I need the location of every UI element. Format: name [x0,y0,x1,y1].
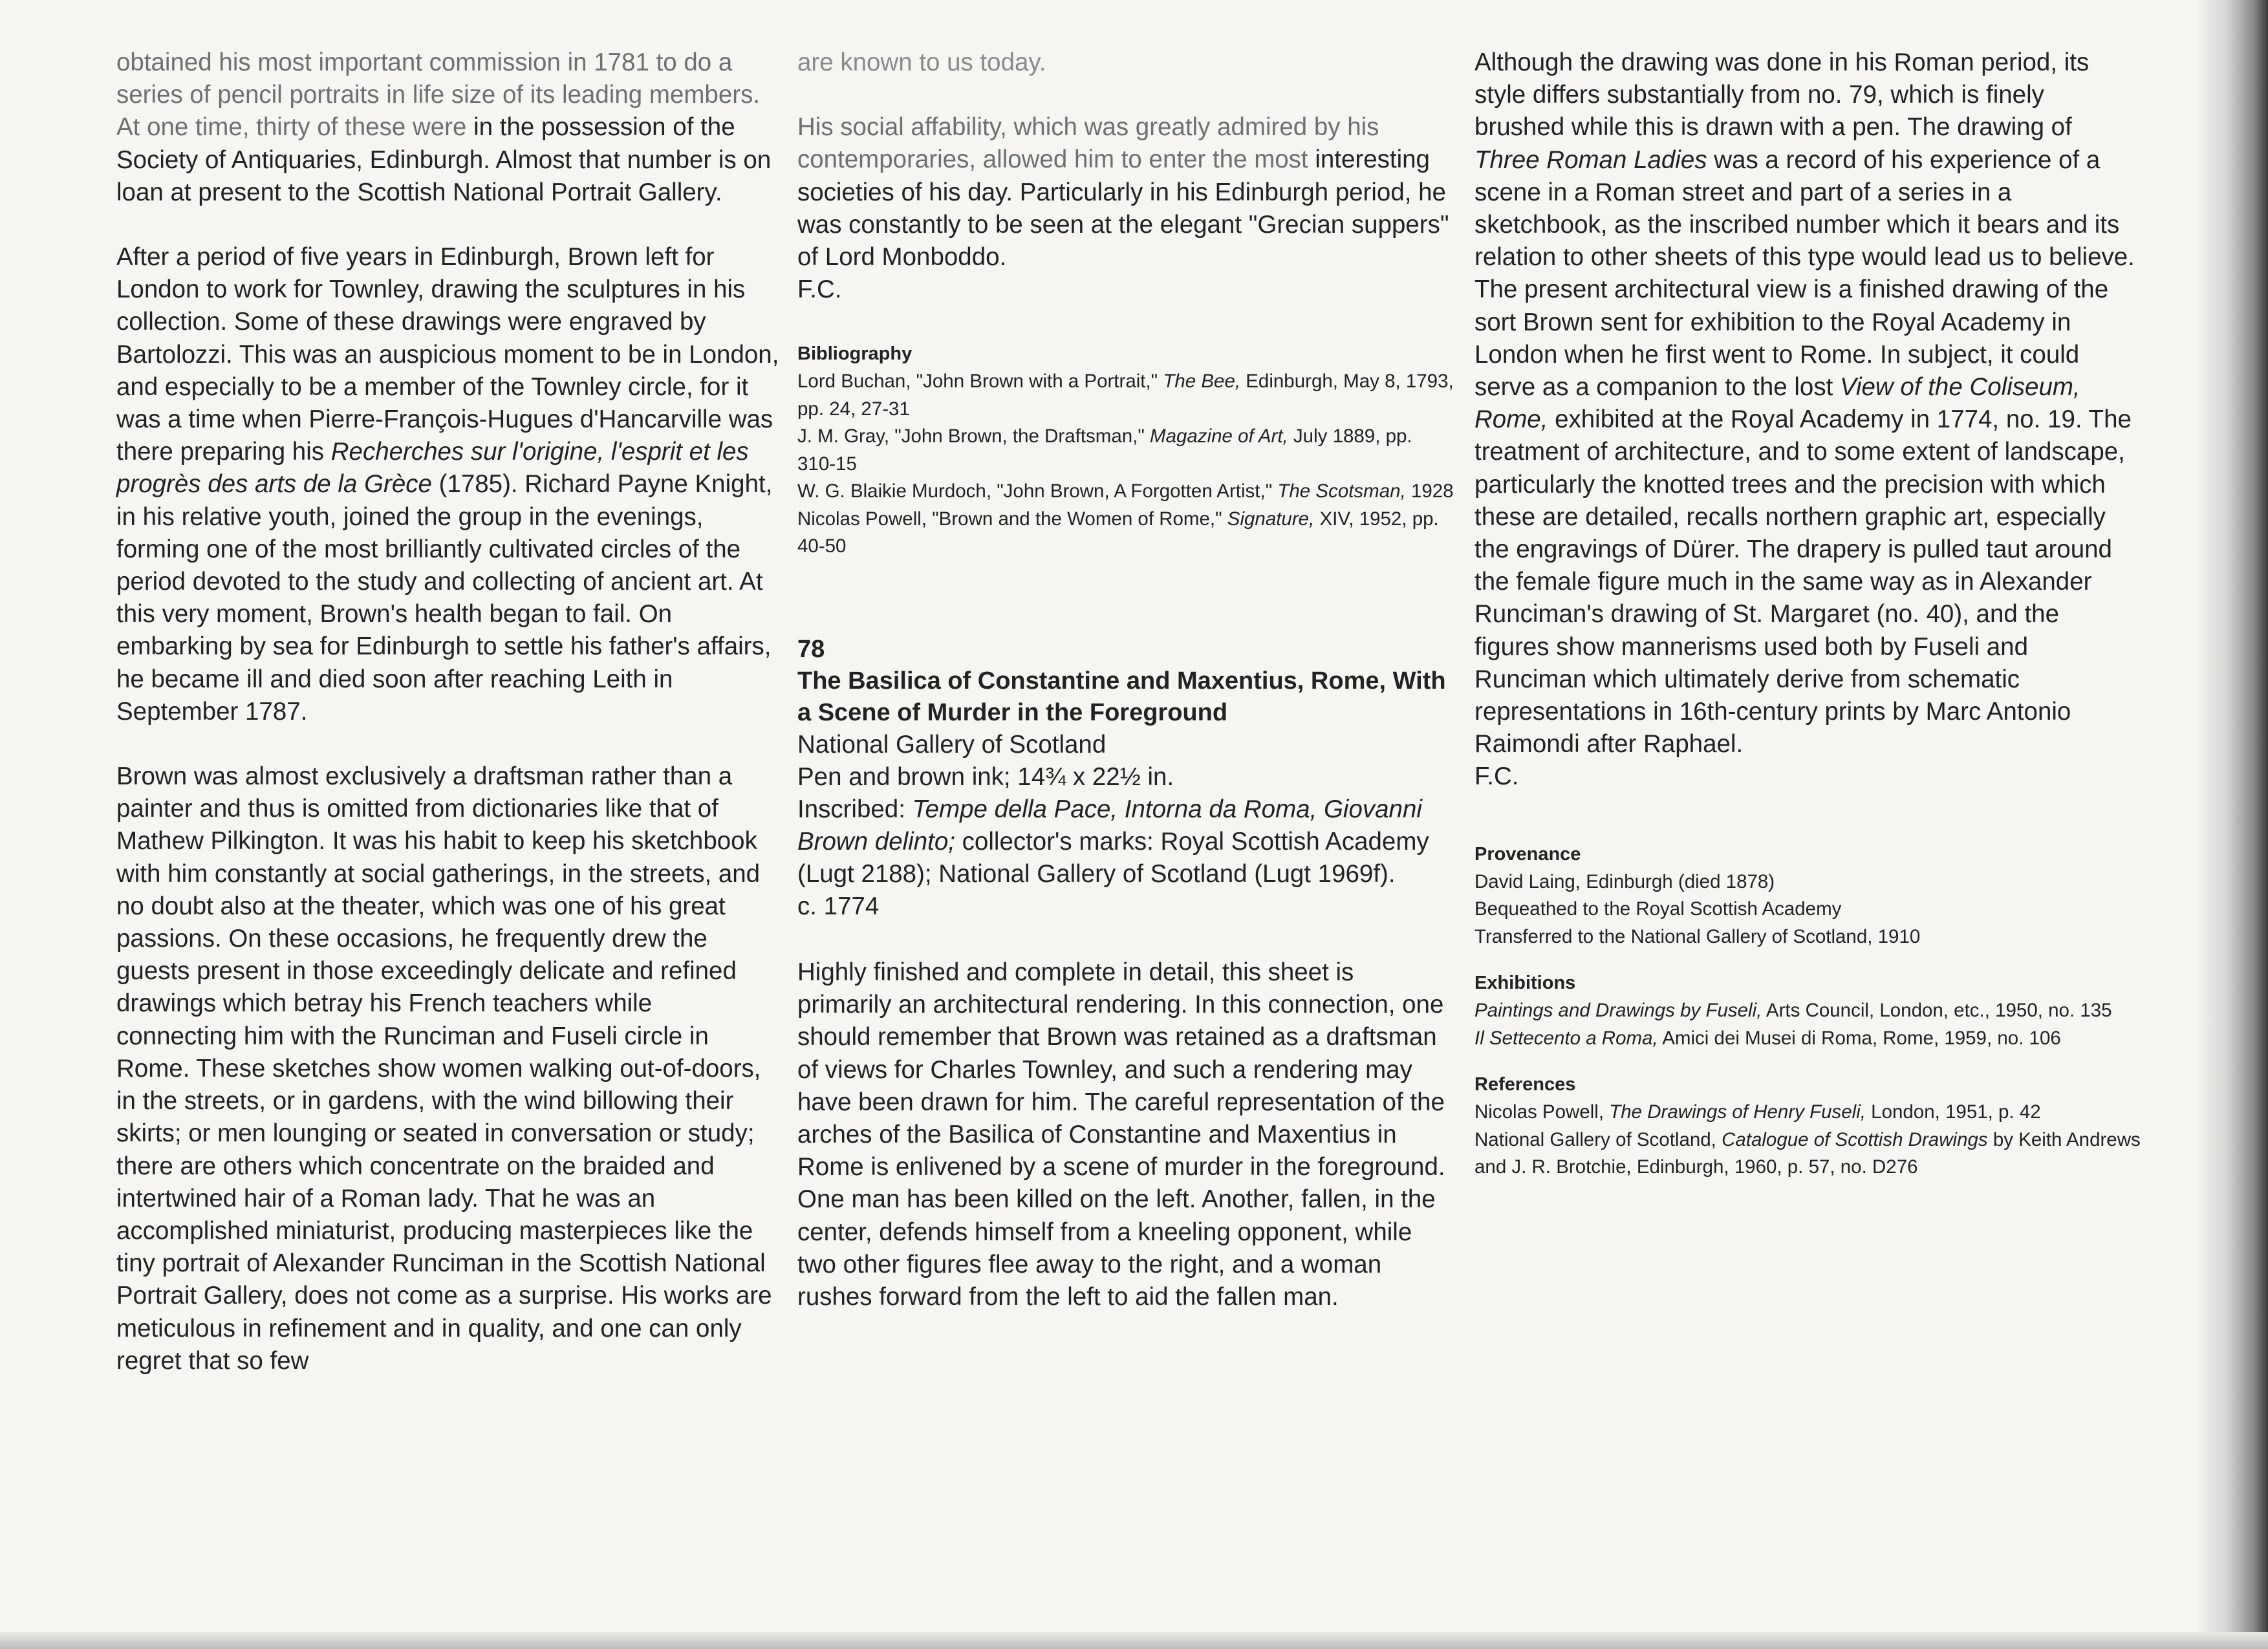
paragraph-description: Highly finished and complete in detail, this sheet is primarily an architectural rendering. In this connection, one should remember that Brown was retained as a draftsman of views for Charles Townley, and such a rendering may have been drawn for him. The careful representation of the arches of the Basilica of Constantine and Maxentius in Rome is enlivened by a scene of murder in the foreground. One man has been killed on the left. Another, fallen, in the center, defends himself from a kneeling opponent, while two other figures flee away to the right, and a woman rushes forward from the left to aid the fallen man. [797,958,1445,1311]
entry-date: c. 1774 [797,892,880,920]
paragraph-text: (1785). Richard Payne Knight, in his relative youth, joined the group in the evenings, forming one of the most brilliantly cultivated circles of the period devoted to the study and collecting of ancient art. At this very moment, Brown's health began to fail. On embarking by sea for Edinburgh to settle his father's affairs, he became ill and died soon after reaching Leith in September 1787. [116,470,773,726]
artwork-title: View of the Coliseum, Rome, [1474,373,2080,434]
bibliography-entry: J. M. Gray, "John Brown, the Draftsman," Magazine of Art, July 1889, pp. 310-15 [797,426,1412,475]
provenance-line: Bequeathed to the Royal Scottish Academy [1474,898,1842,920]
author-initials: F.C. [1474,762,1519,791]
reference-entry: Nicolas Powell, The Drawings of Henry Fuseli, London, 1951, p. 42 [1474,1101,2041,1123]
exhibition-entry: Il Settecento a Roma, Amici dei Musei di Roma, Rome, 1959, no. 106 [1474,1027,2061,1049]
bibliography-entry: Lord Buchan, "John Brown with a Portrait," The Bee, Edinburgh, May 8, 1793, pp. 24, 27-31 [797,371,1454,420]
page-bottom-edge [0,1632,2268,1649]
provenance-section [1474,840,2141,951]
bibliography-section [797,339,1454,561]
faded-line: obtained his most important commission in 1781 to [116,48,677,76]
paragraph-text: Although the drawing was done in his Roman period, its style differs substantially from no. 79, which is finely brushed while this is drawn with a pen. The drawing of [1474,48,2090,142]
paragraph-london [116,241,779,728]
paragraph-text: exhibited at the Royal Academy in 1774, no. 19. The treatment of architecture, and to some extent of landscape, particularly the knotted trees and the precision with which these are detailed, recalls northern graphic art, especially the engravings of Dürer. The drapery is pulled taut around the female figure much in the same way as in Alexander Runciman's drawing of St. Margaret (no. 40), and the figures show mannerisms used both by Fuseli and Runciman which ultimately derive from schematic representations in 16th-century prints by Marc Antonio Raimondi after Raphael. [1474,405,2132,759]
reference-entry: National Gallery of Scotland, Catalogue of Scottish Drawings by Keith Andrews and J. R. Brotchie, Edinburgh, 1960, p. 57, no. D276 [1474,1128,2141,1178]
text-column-left [116,47,779,1377]
entry-inscription: Inscribed: Tempe della Pace, Intorna da Roma, Giovanni Brown delinto; collector's marks: Royal Scottish Academy (Lugt 2188); National Gallery of Scotland (Lugt 1969f). [797,795,1429,888]
bibliography-entry: W. G. Blaikie Murdoch, "John Brown, A Forgotten Artist," The Scotsman, 1928 [797,480,1454,502]
paragraph-style [1474,47,2141,793]
page-edge-shadow [2197,0,2268,1649]
paragraph-text: in the possession of the Society of Antiquaries, Edinburgh. Almost that number is on loan at present to the Scottish National Portrait Gallery. [116,113,772,206]
exhibitions-heading: Exhibitions [1474,973,1576,994]
entry-medium: Pen and brown ink; 14¾ x 22½ in. [797,762,1174,791]
paragraph-text: interesting societies of his day. Particularly in his Edinburgh period, he was constantly to be seen at the elegant "Grecian suppers" of Lord Monboddo. [797,146,1449,272]
bibliography-heading: Bibliography [797,343,913,365]
faded-line: do a series of pencil portraits in life size of its [116,48,733,109]
book-title: Recherches sur l'origine, l'esprit et les progrès des arts de la Grèce [116,438,749,499]
exhibition-entry: Paintings and Drawings by Fuseli, Arts Council, London, etc., 1950, no. 135 [1474,1000,2112,1022]
references-heading: References [1474,1074,1576,1095]
entry-title: The Basilica of Constantine and Maxentius, Rome, With a Scene of Murder in the Foreground [797,667,1446,726]
references-section [1474,1070,2141,1181]
faded-line: leading members. At one time, thirty of these were [116,81,761,142]
paragraph-commission [116,47,779,209]
bibliography-entry: Nicolas Powell, "Brown and the Women of Rome," Signature, XIV, 1952, pp. 40-50 [797,508,1439,557]
entry-collection: National Gallery of Scotland [797,730,1107,759]
paragraph-affability [797,111,1454,306]
provenance-heading: Provenance [1474,843,1581,865]
paragraph-text: After a period of five years in Edinburgh, Brown left for London to work for Townley, drawing the sculptures in his collection. Some of these drawings were engraved by Bartolozzi. This was an auspicious moment to be in London, and especially to be a member of the Townley circle, for it was a time when Pierre-François-Hugues d'Hancarville was there preparing his [116,243,779,466]
faded-text: His social affability, which was greatly admired by his contemporaries, allowed him to enter the most [797,113,1379,174]
paragraph-draftsman: Brown was almost exclusively a draftsman rather than a painter and thus is omitted from dictionaries like that of Mathew Pilkington. It was his habit to keep his sketchbook with him constantly at social gatherings, in the streets, and no doubt also at the theater, which was one of his great passions. On these occasions, he frequently drew the guests present in those exceedingly delicate and refined drawings which betray his French teachers while connecting him with the Runciman and Fuseli circle in Rome. These sketches show women walking out-of-doors, in the streets, or in gardens, with the wind billowing their skirts; or men lounging or seated in conversation or study; there are others which concentrate on the braided and intertwined hair of a Roman lady. That he was an accomplished miniaturist, producing masterpieces like the tiny portrait of Alexander Runciman in the Scottish National Portrait Gallery, does not come as a surprise. His works are meticulous in refinement and in quality, and one can only regret that so few [116,762,772,1375]
artwork-title: Three Roman Ladies [1474,146,1707,174]
catalogue-entry-78 [797,633,1454,923]
provenance-line: David Laing, Edinburgh (died 1878) [1474,870,1775,892]
provenance-line: Transferred to the National Gallery of Scotland, 1910 [1474,925,1921,947]
text-column-middle [797,47,1454,1313]
text-column-right [1474,47,2141,1181]
paragraph-text: was a record of his experience of a scene in a Roman street and part of a series in a sketchbook, as the inscribed number which it bears and its relation to other sheets of this type would lead us to believe. The present architectural view is a finished drawing of the sort Brown sent for exhibition to the Royal Academy in London when he first went to Rome. In subject, it could serve as a companion to the lost [1474,146,2135,402]
entry-number: 78 [797,635,825,663]
exhibitions-section [1474,969,2141,1052]
paragraph-known-today: are known to us today. [797,48,1046,76]
author-initials: F.C. [797,275,842,304]
